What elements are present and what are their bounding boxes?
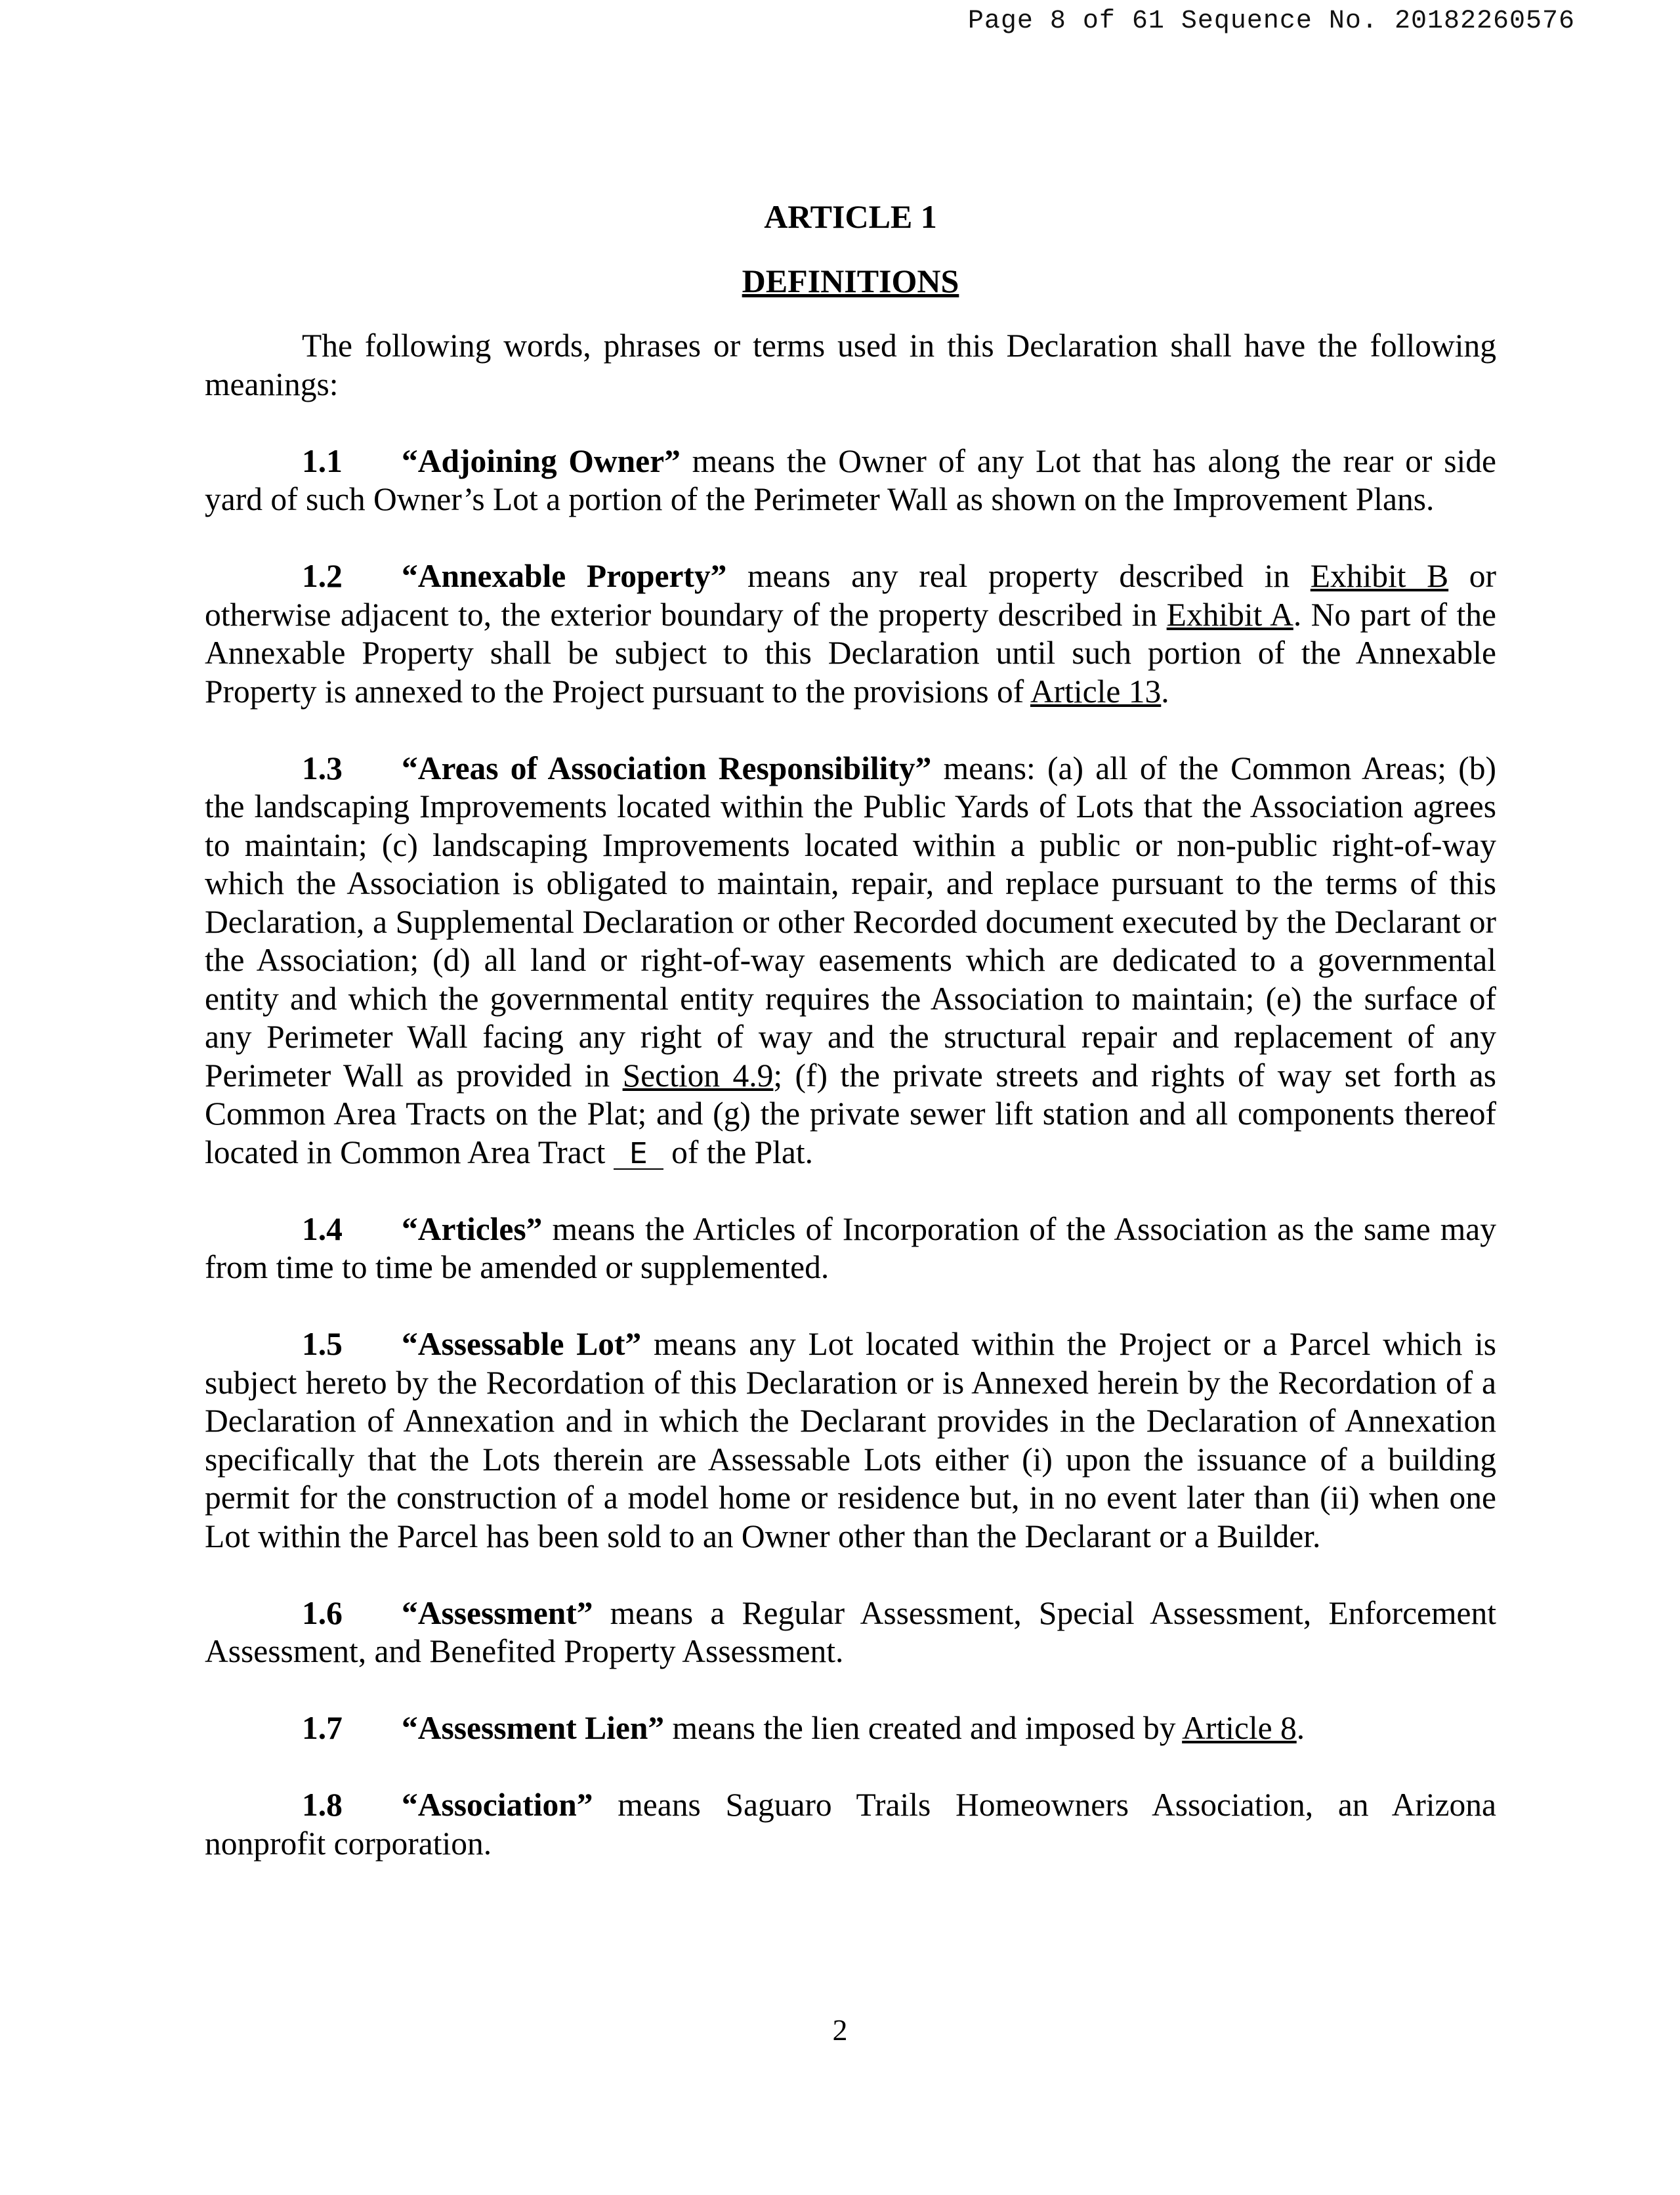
intro-paragraph: The following words, phrases or terms used in this Declaration shall have the following meanings: <box>205 328 1496 402</box>
document-body <box>205 197 1496 1863</box>
definition-number: 1.4 <box>302 1210 343 1247</box>
definition-number: 1.5 <box>302 1326 343 1362</box>
definition-text: or otherwise adjacent to, the exterior boundary of the property described in <box>205 558 1496 633</box>
definition-term: “Areas of Association Responsibility” <box>402 750 932 786</box>
definition-areas-of-association-responsibility <box>205 750 1496 1172</box>
page-sequence-header: Page 8 of 61 Sequence No. 20182260576 <box>967 7 1575 36</box>
exhibit-b-reference: Exhibit B <box>1310 558 1449 594</box>
definition-assessment-lien <box>205 1709 1496 1748</box>
definition-association <box>205 1786 1496 1863</box>
definition-number: 1.2 <box>302 558 343 594</box>
exhibit-a-reference: Exhibit A <box>1166 596 1293 633</box>
definition-text: means the lien created and imposed by <box>664 1710 1183 1746</box>
definition-assessment <box>205 1594 1496 1671</box>
definition-number: 1.1 <box>302 442 343 479</box>
definition-term: “Adjoining Owner” <box>402 442 681 479</box>
definition-text: means the Owner of any Lot that has along the rear or side yard of such Owner’s Lot a portion of the Perimeter Wall as shown on the Improvement Plans. <box>205 442 1497 517</box>
definition-assessable-lot <box>205 1325 1496 1556</box>
definition-term: “Annexable Property” <box>402 558 727 594</box>
definition-term: “Assessable Lot” <box>402 1326 642 1362</box>
definition-text: . <box>1296 1710 1305 1746</box>
definition-text: . No part of the Annexable Property shall be subject to this Declaration until such portion of the Annexable Property is annexed to the Project pursuant to the provisions of <box>205 596 1496 710</box>
definition-text: means any real property described in <box>726 558 1311 594</box>
definition-adjoining-owner <box>205 442 1496 519</box>
definition-term: “Articles” <box>402 1210 543 1247</box>
definition-text: means: (a) all of the Common Areas; (b) the landscaping Improvements located within the Public Yards of Lots that the Association agrees to maintain; (c) landscaping Improvements located within a public or non-public right-of-way which the Association is obligated to maintain, repair, and replace pursuant to the terms of this Declaration, a Supplemental Declaration or other Recorded document executed by the Declarant or the Association; (d) all land or right-of-way easements which are dedicated to a governmental entity and which the governmental entity requires the Association to maintain; (e) the surface of any Perimeter Wall facing any right of way and the structural repair and replacement of any Perimeter Wall as provided in <box>205 750 1497 1094</box>
definition-text: means the Articles of Incorporation of the Association as the same may from time to time be amended or supplemented. <box>205 1210 1496 1285</box>
definition-text: of the Plat. <box>663 1134 814 1170</box>
definition-articles <box>205 1210 1496 1287</box>
definition-number: 1.7 <box>302 1710 343 1746</box>
definition-text: means any Lot located within the Project or a Parcel which is subject hereto by the Recordation of this Declaration or is Annexed herein by the Recordation of a Declaration of Annexation and in which the Declarant provides in the Declaration of Annexation specifically that the Lots therein are Assessable Lots either (i) upon the issuance of a building permit for the construction of a model home or residence but, in no event later than (ii) when one Lot within the Parcel has been sold to an Owner other than the Declarant or a Builder. <box>205 1326 1496 1554</box>
definition-term: “Assessment Lien” <box>402 1710 665 1746</box>
definition-number: 1.3 <box>302 750 343 786</box>
handwritten-tract-letter: E <box>614 1140 663 1170</box>
definition-text: means a Regular Assessment, Special Assessment, Enforcement Assessment, and Benefited Property Assessment. <box>205 1594 1496 1669</box>
definition-text: ; (f) the private streets and rights of way set forth as Common Area Tracts on the Plat; and (g) the private sewer lift station and all components thereof located in Common Area Tract <box>205 1057 1496 1170</box>
definition-number: 1.6 <box>302 1594 343 1631</box>
definition-text: means Saguaro Trails Homeowners Association, an Arizona nonprofit corporation. <box>205 1787 1496 1862</box>
section-heading: DEFINITIONS <box>742 263 959 299</box>
definition-text: . <box>1161 673 1169 710</box>
article-8-reference: Article 8 <box>1182 1710 1297 1746</box>
article-title: ARTICLE 1 <box>764 198 937 235</box>
definition-annexable-property <box>205 557 1496 711</box>
article-13-reference: Article 13 <box>1030 673 1162 710</box>
page-number: 2 <box>832 2013 848 2047</box>
section-4-9-reference: Section 4.9 <box>622 1057 774 1094</box>
definition-number: 1.8 <box>302 1787 343 1823</box>
definition-term: “Assessment” <box>402 1594 593 1631</box>
definition-term: “Association” <box>402 1787 593 1823</box>
